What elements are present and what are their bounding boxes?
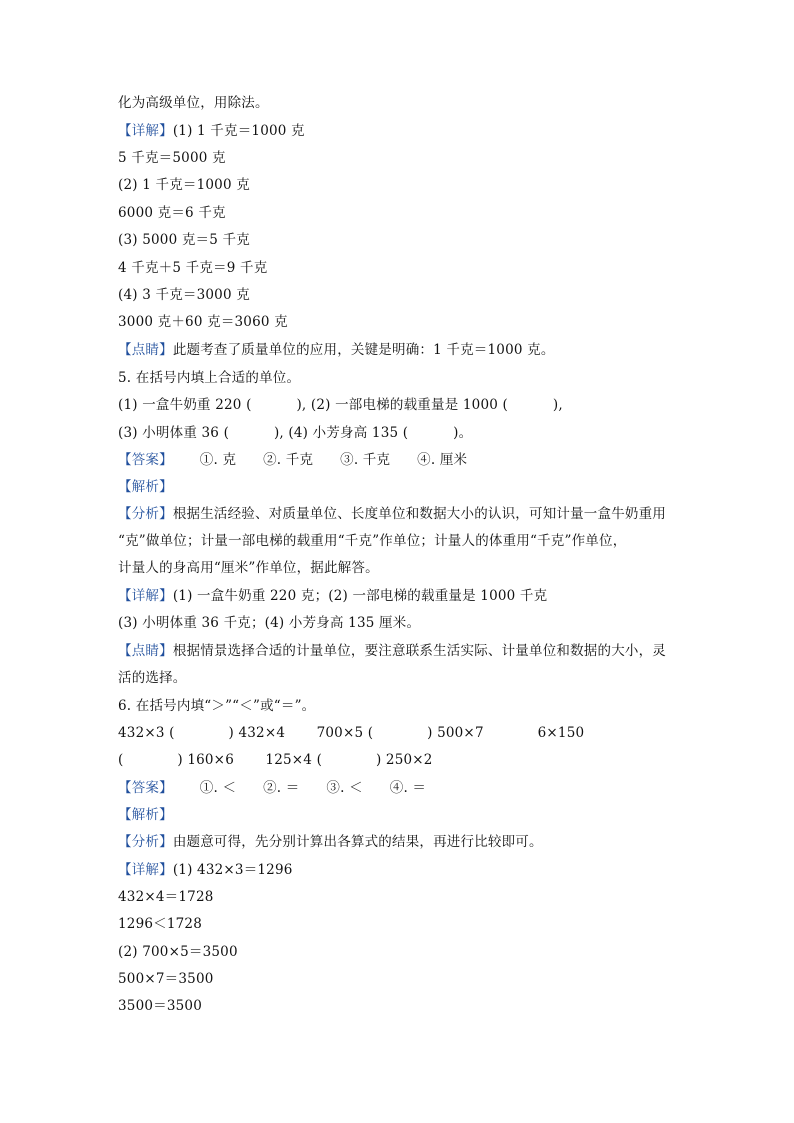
line-text: (2) 1 千克＝1000 克 — [118, 177, 250, 193]
text-line — [118, 424, 472, 442]
line-text: (3) 小明体重 36 ( ), (4) 小芳身高 135 ( )。 — [118, 425, 473, 441]
text-line — [118, 286, 250, 304]
section-tag: 【答案】 — [118, 780, 173, 796]
line-text: 此题考查了质量单位的应用，关键是明确：1 千克＝1000 克。 — [172, 342, 555, 358]
line-text: 活的选择。 — [118, 670, 187, 686]
section-tag: 【分析】 — [118, 834, 173, 850]
section-tag: 【解析】 — [118, 807, 173, 823]
text-line — [118, 888, 214, 906]
text-line — [118, 204, 226, 222]
section-tag: 【点睛】 — [118, 342, 173, 358]
line-text: (3) 小明体重 36 千克；(4) 小芳身高 135 厘米。 — [118, 615, 421, 631]
section-tag: 【点睛】 — [118, 643, 173, 659]
text-line — [118, 915, 202, 933]
text-line — [118, 313, 288, 331]
text-line — [118, 970, 214, 988]
text-line — [118, 559, 379, 577]
text-line — [118, 505, 666, 523]
text-line — [118, 943, 238, 961]
line-text: (1) 1 千克＝1000 克 — [172, 123, 305, 139]
line-text: 5. 在括号内填上合适的单位。 — [118, 370, 301, 386]
text-line — [118, 341, 555, 359]
line-text: 4 千克＋5 千克＝9 千克 — [118, 260, 268, 276]
line-text: 432×3 ( ) 432×4 700×5 ( ) 500×7 6×150 — [118, 725, 585, 741]
text-line — [118, 751, 433, 769]
line-text: (4) 3 千克＝3000 克 — [118, 287, 250, 303]
line-text: ①. ＜ ②. ＝ ③. ＜ ④. ＝ — [172, 780, 427, 796]
line-text: 3000 克＋60 克＝3060 克 — [118, 314, 288, 330]
line-text: 1296＜1728 — [118, 916, 203, 932]
text-line — [118, 642, 666, 660]
line-text: 计量人的身高用“厘米”作单位，据此解答。 — [118, 560, 379, 576]
line-text: (1) 一盒牛奶重 220 ( ), (2) 一部电梯的载重量是 1000 ( ), — [118, 397, 563, 413]
section-tag: 【解析】 — [118, 479, 173, 495]
line-text: 432×4＝1728 — [118, 889, 214, 905]
section-tag: 【详解】 — [118, 123, 173, 139]
line-text: 3500＝3500 — [118, 998, 203, 1014]
text-line — [118, 833, 543, 851]
text-line — [118, 94, 269, 112]
text-line — [118, 451, 467, 469]
line-text: 根据生活经验、对质量单位、长度单位和数据大小的认识，可知计量一盒牛奶重用 — [172, 506, 667, 522]
line-text: 6000 克＝6 千克 — [118, 205, 226, 221]
text-line — [118, 997, 202, 1015]
text-line — [118, 176, 250, 194]
text-line — [118, 396, 563, 414]
text-line — [118, 697, 315, 715]
line-text: ( ) 160×6 125×4 ( ) 250×2 — [118, 752, 433, 768]
line-text: 6. 在括号内填“＞”“＜”或“＝”。 — [118, 698, 316, 714]
text-line — [118, 861, 293, 879]
text-line — [118, 779, 426, 797]
line-text: (2) 700×5＝3500 — [118, 944, 238, 960]
line-text: (3) 5000 克＝5 千克 — [118, 232, 250, 248]
line-text: 500×7＝3500 — [118, 971, 214, 987]
text-line — [118, 806, 173, 824]
text-line — [118, 149, 226, 167]
line-text: “克”做单位；计量一部电梯的载重用“千克”作单位；计量人的体重用“千克”作单位， — [118, 533, 627, 549]
text-line — [118, 669, 187, 687]
text-line — [118, 259, 267, 277]
text-line — [118, 587, 547, 605]
section-tag: 【详解】 — [118, 862, 173, 878]
section-tag: 【详解】 — [118, 588, 173, 604]
text-line — [118, 478, 173, 496]
text-line — [118, 122, 305, 140]
text-line — [118, 369, 300, 387]
line-text: 根据情景选择合适的计量单位，要注意联系生活实际、计量单位和数据的大小，灵 — [172, 643, 667, 659]
text-line — [118, 532, 626, 550]
line-text: ①. 克 ②. 千克 ③. 千克 ④. 厘米 — [172, 452, 468, 468]
line-text: 由题意可得，先分别计算出各算式的结果，再进行比较即可。 — [172, 834, 543, 850]
text-line — [118, 231, 250, 249]
line-text: 化为高级单位，用除法。 — [118, 95, 269, 111]
line-text: (1) 一盒牛奶重 220 克；(2) 一部电梯的载重量是 1000 千克 — [172, 588, 548, 604]
section-tag: 【分析】 — [118, 506, 173, 522]
section-tag: 【答案】 — [118, 452, 173, 468]
line-text: (1) 432×3＝1296 — [172, 862, 293, 878]
line-text: 5 千克＝5000 克 — [118, 150, 226, 166]
text-line — [118, 724, 584, 742]
text-line — [118, 614, 420, 632]
